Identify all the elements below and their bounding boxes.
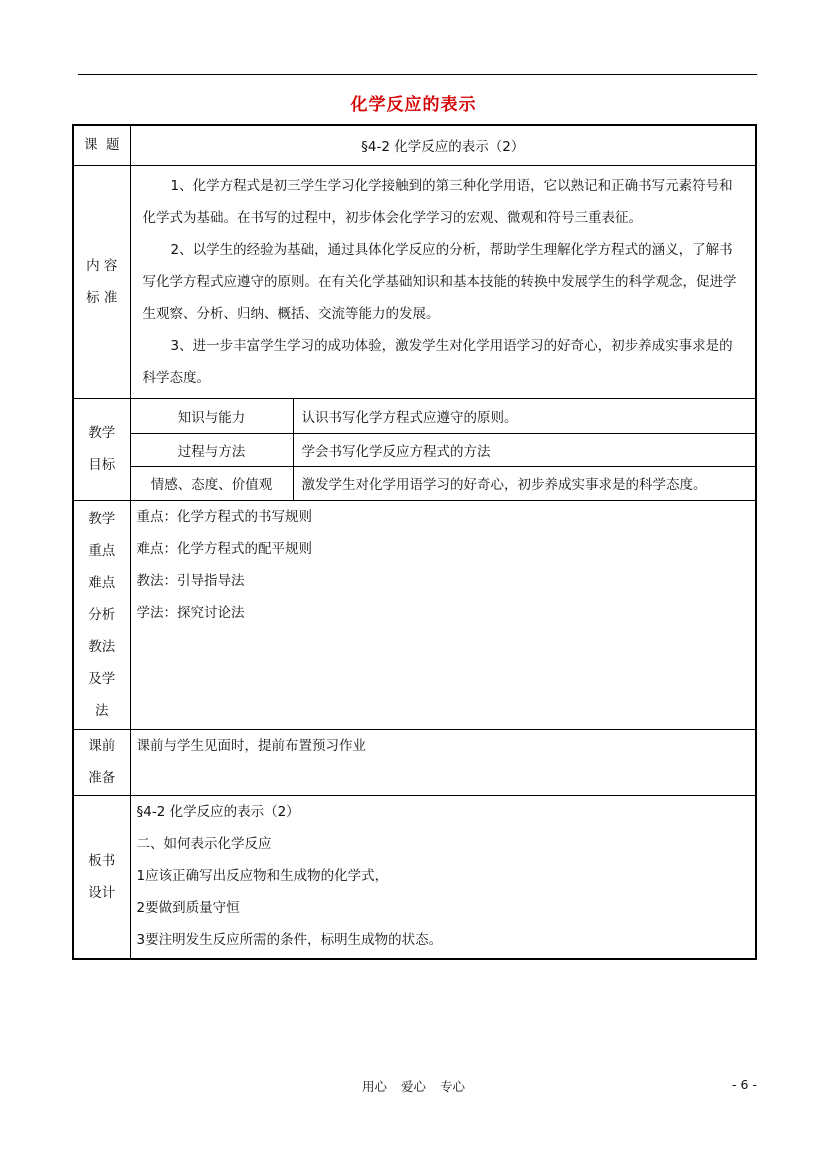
content-paragraph-1: 1、化学方程式是初三学生学习化学接触到的第三种化学用语，它以熟记和正确书写元素符号和化学式为基础。在书写的过程中，初步体会化学学习的宏观、微观和符号三重表征。: [142, 177, 733, 226]
board-line: 1应该正确写出反应物和生成物的化学式，: [136, 867, 389, 884]
content-standard-row: [73, 165, 756, 398]
board-line: 二、如何表示化学反应: [136, 835, 272, 852]
key-points-label: 教学 重点 难点 分析 教法 及学 法: [73, 500, 130, 729]
goal-name-knowledge: 知识与能力: [130, 398, 293, 433]
goal-value-knowledge: 认识书写化学方程式应遵守的原则。: [293, 398, 756, 433]
content-paragraph-2: 2、以学生的经验为基础，通过具体化学反应的分析，帮助学生理解化学方程式的涵义，了解书写化学方程式应遵守的原则。在有关化学基础知识和基本技能的转换中发展学生的科学观念，促进学生观察、分析、归纳、概括、交流等能力的发展。: [142, 241, 737, 322]
page-number: - 6 -: [732, 1077, 757, 1092]
key-point-learning-method: 学法：探究讨论法: [136, 604, 245, 621]
key-point-difficulty: 难点：化学方程式的配平规则: [136, 540, 312, 557]
key-points-row: [73, 500, 756, 729]
content-standard-label: 内 容 标 准: [73, 165, 130, 398]
board-body: [130, 795, 756, 959]
topic-label: 课 题: [73, 125, 130, 165]
goal-name-process: 过程与方法: [130, 433, 293, 466]
preparation-label: 课前 准备: [73, 729, 130, 795]
goals-label: 教学 目标: [73, 398, 130, 500]
board-label: 板书 设计: [73, 795, 130, 959]
goal-row-knowledge: [73, 398, 756, 433]
preparation-text: 课前与学生见面时，提前布置预习作业: [136, 737, 366, 754]
preparation-body: [130, 729, 756, 795]
content-paragraph-3: 3、进一步丰富学生学习的成功体验，激发学生对化学用语学习的好奇心，初步养成实事求是的科学态度。: [142, 337, 733, 386]
goal-value-attitude: 激发学生对化学用语学习的好奇心，初步养成实事求是的科学态度。: [293, 466, 756, 500]
goal-name-attitude: 情感、态度、价值观: [130, 466, 293, 500]
header-rule: [78, 74, 757, 75]
document-title: 化学反应的表示: [350, 95, 477, 115]
key-point-focus: 重点：化学方程式的书写规则: [136, 508, 312, 525]
footer-motto: 用心 爱心 专心: [361, 1079, 466, 1094]
board-line: §4-2 化学反应的表示（2）: [136, 803, 300, 820]
content-standard-body: [130, 165, 756, 398]
goal-row-process: [73, 433, 756, 466]
lesson-plan-table: [72, 124, 757, 960]
goal-row-attitude: [73, 466, 756, 500]
preparation-row: [73, 729, 756, 795]
key-point-teaching-method: 教法：引导指导法: [136, 572, 245, 589]
topic-row: [73, 125, 756, 165]
topic-value: §4-2 化学反应的表示（2）: [130, 125, 756, 165]
board-line: 2要做到质量守恒: [136, 899, 240, 916]
goal-value-process: 学会书写化学反应方程式的方法: [293, 433, 756, 466]
board-line: 3要注明发生反应所需的条件，标明生成物的状态。: [136, 931, 443, 948]
key-points-body: [130, 500, 756, 729]
board-row: [73, 795, 756, 959]
